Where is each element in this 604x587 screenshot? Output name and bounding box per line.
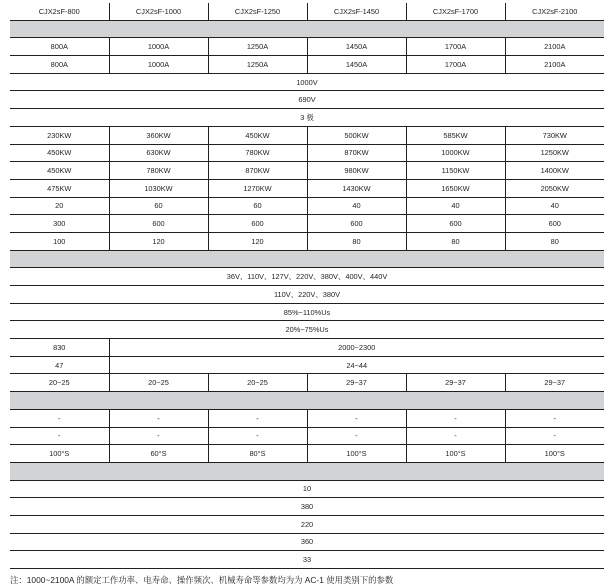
table-cell: 870KW: [208, 162, 307, 180]
model-header: CJX2sF-1000: [109, 3, 208, 20]
insulation-voltage-cell: 1000V: [10, 73, 604, 91]
split-row: [10, 356, 604, 374]
table-cell: 800A: [10, 38, 109, 56]
table-cell: 80: [505, 232, 604, 250]
shared-row: [10, 109, 604, 127]
table-cell: 1450A: [307, 56, 406, 74]
table-cell: -: [307, 427, 406, 445]
shared-row: [10, 286, 604, 304]
table-cell: 1150KW: [406, 162, 505, 180]
split-row: [10, 339, 604, 357]
table-cell: 1250A: [208, 56, 307, 74]
shared-row: [10, 321, 604, 339]
footnote: 注：1000~2100A 的额定工作功率、电寿命、操作频次、机械寿命等参数均为为 AC-1 使用类别下的参数: [10, 575, 394, 585]
table-cell: 100: [10, 232, 109, 250]
section-band: [10, 392, 604, 410]
table-cell: 1430KW: [307, 179, 406, 197]
table-cell: 780KW: [109, 162, 208, 180]
table-cell: 500KW: [307, 126, 406, 144]
table-cell: 230KW: [10, 126, 109, 144]
table-cell: 29~37: [505, 374, 604, 392]
table-cell: 1000KW: [406, 144, 505, 162]
time-row: [10, 374, 604, 392]
operating-voltage-cell: 690V: [10, 91, 604, 109]
table-cell: 100°S: [505, 445, 604, 463]
table-cell: 1700A: [406, 56, 505, 74]
table-cell: 100°S: [10, 445, 109, 463]
table-cell: 29~37: [307, 374, 406, 392]
table-cell: 475KW: [10, 179, 109, 197]
table-cell: 1250KW: [505, 144, 604, 162]
model-header: CJX2sF-1250: [208, 3, 307, 20]
power-row: [10, 179, 604, 197]
table-cell: 870KW: [307, 144, 406, 162]
table-cell: 47: [10, 356, 109, 374]
table-cell: 10: [10, 480, 604, 498]
shared-row: [10, 303, 604, 321]
table-cell: 20~25: [10, 374, 109, 392]
table-cell: 2050KW: [505, 179, 604, 197]
table-cell: 100°S: [406, 445, 505, 463]
table-cell: -: [10, 427, 109, 445]
table-cell: 29~37: [406, 374, 505, 392]
table-cell: 20~25: [109, 374, 208, 392]
shared-row: [10, 480, 604, 498]
table-cell: 1250A: [208, 38, 307, 56]
table-cell: 360: [10, 533, 604, 551]
table-cell: 600: [505, 215, 604, 233]
table-cell: 800A: [10, 56, 109, 74]
table-cell: 300: [10, 215, 109, 233]
table-cell: 100°S: [307, 445, 406, 463]
table-cell: 220: [10, 515, 604, 533]
table-cell: 40: [406, 197, 505, 215]
table-cell: 1000A: [109, 56, 208, 74]
table-cell: 120: [208, 232, 307, 250]
table-cell: 60°S: [109, 445, 208, 463]
model-header: CJX2sF-1700: [406, 3, 505, 20]
table-cell: 450KW: [208, 126, 307, 144]
model-header: CJX2sF-800: [38, 6, 80, 16]
data-row: [10, 215, 604, 233]
table-cell: -: [10, 409, 109, 427]
power-row: [10, 126, 604, 144]
current-row: [10, 38, 604, 56]
pickup-voltage-cell: 85%~110%Us: [10, 303, 604, 321]
table-cell: 60: [208, 197, 307, 215]
shared-row: [10, 498, 604, 516]
shared-row: [10, 515, 604, 533]
shared-row: [10, 533, 604, 551]
table-cell: 20~25: [208, 374, 307, 392]
power-row: [10, 144, 604, 162]
dash-row: [10, 409, 604, 427]
table-cell: 40: [505, 197, 604, 215]
model-header: CJX2sF-1450: [307, 3, 406, 20]
model-header: CJX2sF-2100: [505, 3, 604, 20]
table-cell: 2000~2300: [109, 339, 604, 357]
table-cell: -: [505, 427, 604, 445]
power-row: [10, 162, 604, 180]
table-cell: -: [109, 409, 208, 427]
dash-row: [10, 427, 604, 445]
header-row: [10, 3, 604, 20]
table-cell: 780KW: [208, 144, 307, 162]
table-cell: 1030KW: [109, 179, 208, 197]
table-cell: 1400KW: [505, 162, 604, 180]
table-cell: -: [505, 409, 604, 427]
current-row: [10, 56, 604, 74]
table-cell: 450KW: [10, 144, 109, 162]
table-cell: 600: [307, 215, 406, 233]
table-cell: -: [406, 427, 505, 445]
table-cell: 980KW: [307, 162, 406, 180]
shared-row: [10, 268, 604, 286]
table-cell: 80: [307, 232, 406, 250]
table-cell: -: [208, 427, 307, 445]
section-band: [10, 462, 604, 480]
data-row: [10, 197, 604, 215]
shared-row: [10, 551, 604, 569]
table-cell: 33: [10, 551, 604, 569]
table-cell: 24~44: [109, 356, 604, 374]
table-cell: 380: [10, 498, 604, 516]
table-cell: 120: [109, 232, 208, 250]
table-cell: 630KW: [109, 144, 208, 162]
section-band: [10, 250, 604, 268]
table-cell: 2100A: [505, 38, 604, 56]
ac-coil-voltage-cell: 36V、110V、127V、220V、380V、400V、440V: [10, 268, 604, 286]
cycle-row: [10, 445, 604, 463]
shared-row: [10, 91, 604, 109]
table-cell: 830: [10, 339, 109, 357]
table-cell: 1270KW: [208, 179, 307, 197]
table-cell: 80: [406, 232, 505, 250]
table-cell: 60: [109, 197, 208, 215]
table-cell: 80°S: [208, 445, 307, 463]
table-cell: 1000A: [109, 38, 208, 56]
table-cell: 600: [406, 215, 505, 233]
dc-coil-voltage-cell: 110V、220V、380V: [10, 286, 604, 304]
shared-row: [10, 73, 604, 91]
data-row: [10, 232, 604, 250]
table-cell: 20: [10, 197, 109, 215]
table-cell: 360KW: [109, 126, 208, 144]
table-cell: 1700A: [406, 38, 505, 56]
table-cell: 600: [208, 215, 307, 233]
section-band: [10, 20, 604, 38]
table-cell: 730KW: [505, 126, 604, 144]
table-cell: 40: [307, 197, 406, 215]
table-cell: 585KW: [406, 126, 505, 144]
poles-cell: 3 极: [10, 109, 604, 127]
table-cell: -: [109, 427, 208, 445]
table-cell: 2100A: [505, 56, 604, 74]
spec-table: [10, 3, 604, 569]
table-cell: 600: [109, 215, 208, 233]
table-cell: 450KW: [10, 162, 109, 180]
table-cell: 1450A: [307, 38, 406, 56]
table-cell: -: [208, 409, 307, 427]
table-cell: -: [406, 409, 505, 427]
table-cell: -: [307, 409, 406, 427]
table-cell: 1650KW: [406, 179, 505, 197]
release-voltage-cell: 20%~75%Us: [10, 321, 604, 339]
